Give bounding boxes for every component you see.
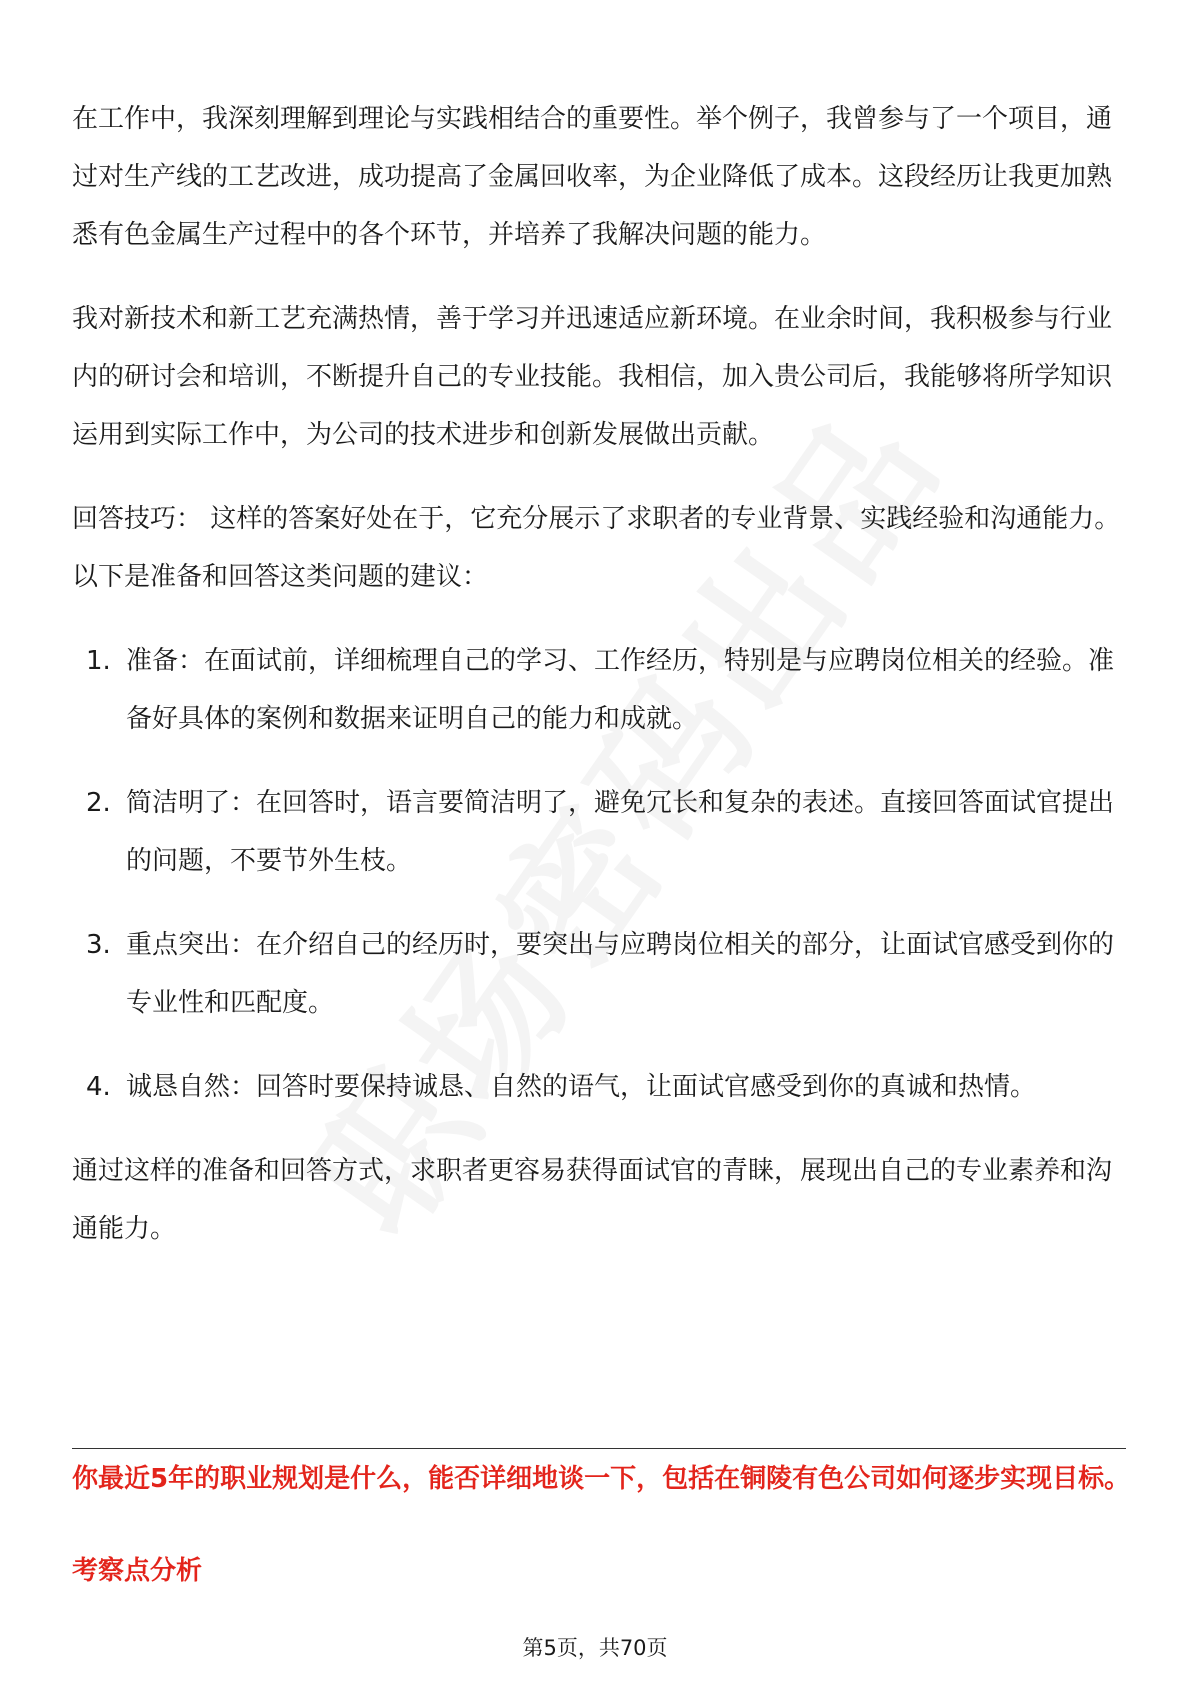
list-item (72, 632, 1122, 748)
paragraph-enthusiasm: 我对新技术和新工艺充满热情，善于学习并迅速适应新环境。在业余时间，我积极参与行业内的研讨会和培训，不断提升自己的专业技能。我相信，加入贵公司后，我能够将所学知识运用到实际工作中，为公司的技术进步和创新发展做出贡献。 (72, 304, 1113, 450)
list-item-text: 重点突出：在介绍自己的经历时，要突出与应聘岗位相关的部分，让面试官感受到你的专业性和匹配度。 (126, 930, 1115, 1018)
document-body (72, 90, 1122, 1284)
list-item-number: 4. (86, 1072, 111, 1102)
paragraph-answer-tips: 回答技巧： 这样的答案好处在于，它充分展示了求职者的专业背景、实践经验和沟通能力。以下是准备和回答这类问题的建议： (72, 504, 1121, 592)
list-item-number: 1. (86, 646, 111, 676)
list-item-text: 诚恳自然：回答时要保持诚恳、自然的语气，让面试官感受到你的真诚和热情。 (126, 1072, 1037, 1102)
page-footer: 第5页，共70页 (522, 1636, 668, 1660)
list-item-text: 简洁明了：在回答时，语言要简洁明了，避免冗长和复杂的表述。直接回答面试官提出的问题，不要节外生枝。 (126, 788, 1115, 876)
paragraph-experience: 在工作中，我深刻理解到理论与实践相结合的重要性。举个例子，我曾参与了一个项目，通过对生产线的工艺改进，成功提高了金属回收率，为企业降低了成本。这段经历让我更加熟悉有色金属生产过程中的各个环节，并培养了我解决问题的能力。 (72, 104, 1113, 250)
list-item (72, 1058, 1122, 1116)
paragraph-closing: 通过这样的准备和回答方式，求职者更容易获得面试官的青睐，展现出自己的专业素养和沟通能力。 (72, 1156, 1113, 1244)
list-item-number: 3. (86, 930, 111, 960)
list-item-text: 准备：在面试前，详细梳理自己的学习、工作经历，特别是与应聘岗位相关的经验。准备好具体的案例和数据来证明自己的能力和成就。 (126, 646, 1115, 734)
list-item-number: 2. (86, 788, 111, 818)
section-divider (72, 1448, 1126, 1449)
tips-list (72, 632, 1122, 1116)
interview-question: 你最近5年的职业规划是什么，能否详细地谈一下，包括在铜陵有色公司如何逐步实现目标。 (72, 1464, 1131, 1494)
list-item (72, 774, 1122, 890)
analysis-heading: 考察点分析 (72, 1556, 203, 1586)
list-item (72, 916, 1122, 1032)
